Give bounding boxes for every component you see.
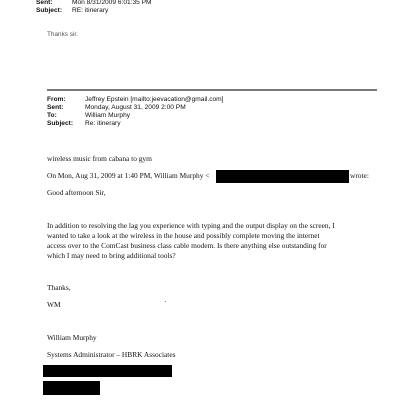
redaction-bar xyxy=(43,365,172,377)
greeting: Good afternoon Sir, xyxy=(47,188,106,197)
sent-header-line xyxy=(36,0,152,7)
from-header-line xyxy=(47,96,224,104)
signature-name: William Murphy xyxy=(47,333,97,342)
forward-sent-line xyxy=(47,104,186,112)
redaction-bar xyxy=(216,170,349,183)
sent-label: Sent: xyxy=(36,0,53,6)
sent-value: Mon 8/31/2009 6:01:35 PM xyxy=(72,0,152,6)
paragraph-line-3: access over to the ComCast business class cable modem. Is there anything else outstanding for xyxy=(47,241,327,250)
forward-sent-label: Sent: xyxy=(47,104,64,111)
forward-sent-value: Monday, August 31, 2009 2:00 PM xyxy=(85,104,186,111)
from-value: Jeffrey Epstein [mailto:jeevacation@gmail.com] xyxy=(85,96,224,103)
quote-attribution-prefix: On Mon, Aug 31, 2009 at 1:40 PM, William Murphy < xyxy=(47,171,210,180)
to-label: To: xyxy=(47,112,57,119)
message-separator xyxy=(47,89,377,91)
to-value: William Murphy xyxy=(85,112,131,119)
subject-label: Subject: xyxy=(36,7,63,14)
stray-mark: · xyxy=(164,297,167,306)
forward-subject-label: Subject: xyxy=(47,120,74,127)
subject-value: RE: itinerary xyxy=(72,7,109,14)
from-label: From: xyxy=(47,96,66,103)
closing: Thanks, xyxy=(47,283,71,292)
paragraph-line-4: which I may need to bring additional tools? xyxy=(47,251,176,260)
redaction-bar xyxy=(43,381,100,395)
initials: WM xyxy=(47,300,61,309)
to-header-line xyxy=(47,112,130,120)
body-line-1: wireless music from cabana to gym xyxy=(47,154,152,163)
paragraph-line-1: In addition to resolving the lag you experience with typing and the output display on the screen, I xyxy=(47,221,335,230)
signature-title: Systems Administrator – HBRK Associates xyxy=(47,350,176,359)
quote-attribution-suffix: wrote: xyxy=(350,171,369,180)
reply-body-text: Thanks sir. xyxy=(47,31,78,38)
forward-subject-value: Re: itinerary xyxy=(85,120,121,127)
subject-header-line xyxy=(36,7,108,15)
paragraph-line-2: wanted to take a look at the wireless in the house and possibly complete moving the internet xyxy=(47,231,320,240)
forward-subject-line xyxy=(47,120,121,128)
